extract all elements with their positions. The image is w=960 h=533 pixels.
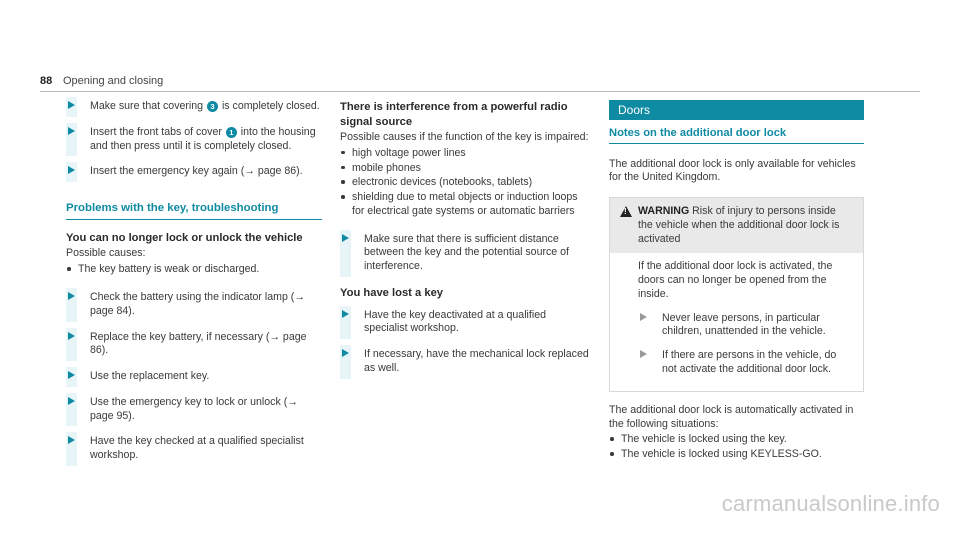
instruction-step: Insert the front tabs of cover 1 into the housing and then press until it is completely closed. <box>66 126 322 154</box>
callout-number-icon: 3 <box>207 101 218 112</box>
callout-number-icon: 1 <box>226 127 237 138</box>
page-reference-link[interactable]: Use the emergency key to lock or unlock (→ page 95). <box>90 395 298 422</box>
instruction-step: If there are persons in the vehicle, do not activate the additional door lock. <box>638 349 853 377</box>
list-item: The vehicle is locked using KEYLESS-GO. <box>609 448 864 462</box>
instruction-step: Make sure that there is sufficient distance between the key and the potential source of interference. <box>340 233 590 274</box>
triangle-right-icon <box>342 310 349 318</box>
triangle-right-icon <box>68 292 75 300</box>
page-header <box>40 74 920 92</box>
chapter-banner: Doors <box>609 100 864 120</box>
warning-body <box>610 253 863 390</box>
instruction-step <box>66 331 322 359</box>
triangle-right-icon <box>342 349 349 357</box>
instruction-step <box>66 291 322 319</box>
triangle-right-icon <box>68 166 75 174</box>
instruction-step: Have the key deactivated at a qualified specialist workshop. <box>340 309 590 337</box>
triangle-right-icon <box>640 350 647 358</box>
triangle-right-icon <box>68 332 75 340</box>
list-item: high voltage power lines <box>340 147 590 161</box>
instruction-step: Use the replacement key. <box>66 370 322 384</box>
watermark: carmanualsonline.info <box>721 491 940 517</box>
list-item: shielding due to metal objects or induction loops for electrical gate systems or automatic barriers <box>340 191 590 219</box>
warning-header: ! WARNING Risk of injury to persons inside the vehicle when the additional door lock is activated <box>610 198 863 253</box>
warning-label: WARNING <box>638 205 690 218</box>
section-heading: Problems with the key, troubleshooting <box>66 201 322 220</box>
column-right <box>609 100 864 476</box>
column-left <box>66 100 322 475</box>
paragraph: Possible causes: <box>66 247 146 260</box>
situation-list <box>609 433 864 462</box>
paragraph: The additional door lock is automatically activated in the following situations: <box>609 403 854 430</box>
paragraph: If the additional door lock is activated, the doors can no longer be opened from the inside. <box>638 260 833 300</box>
page-reference-link[interactable]: Replace the key battery, if necessary (→ page 86). <box>90 330 307 357</box>
section-heading: Notes on the additional door lock <box>609 126 864 144</box>
instruction-step: Have the key checked at a qualified specialist workshop. <box>66 435 322 463</box>
column-middle <box>340 100 590 388</box>
triangle-right-icon <box>342 234 349 242</box>
triangle-right-icon <box>68 371 75 379</box>
warning-box <box>609 197 864 392</box>
paragraph: The additional door lock is only available for vehicles for the United Kingdom. <box>609 157 856 184</box>
instruction-step: Never leave persons, in particular children, unattended in the vehicle. <box>638 312 853 340</box>
cause-list <box>66 263 322 277</box>
section-title: Opening and closing <box>63 75 164 87</box>
instruction-step: Make sure that covering 3 is completely closed. <box>66 100 322 114</box>
triangle-right-icon <box>640 313 647 321</box>
instruction-step <box>66 165 322 179</box>
cause-list <box>340 147 590 219</box>
triangle-right-icon <box>68 436 75 444</box>
triangle-right-icon <box>68 397 75 405</box>
list-item: mobile phones <box>340 162 590 176</box>
page-number: 88 <box>40 75 53 87</box>
page-reference-link[interactable]: Insert the emergency key again (→ page 86). <box>90 165 303 178</box>
instruction-step <box>66 396 322 424</box>
sub-heading: There is interference from a powerful radio signal source <box>340 101 568 128</box>
sub-heading: You can no longer lock or unlock the vehicle <box>66 231 303 244</box>
list-item: The vehicle is locked using the key. <box>609 433 864 447</box>
list-item: electronic devices (notebooks, tablets) <box>340 176 590 190</box>
list-item: The key battery is weak or discharged. <box>66 263 322 277</box>
triangle-right-icon <box>68 101 75 109</box>
page-reference-link[interactable]: Check the battery using the indicator lamp (→ page 84). <box>90 290 305 317</box>
sub-heading: You have lost a key <box>340 287 444 300</box>
warning-triangle-icon <box>620 206 632 217</box>
paragraph: Possible causes if the function of the key is impaired: <box>340 131 589 144</box>
triangle-right-icon <box>68 127 75 135</box>
instruction-step: If necessary, have the mechanical lock replaced as well. <box>340 348 590 376</box>
